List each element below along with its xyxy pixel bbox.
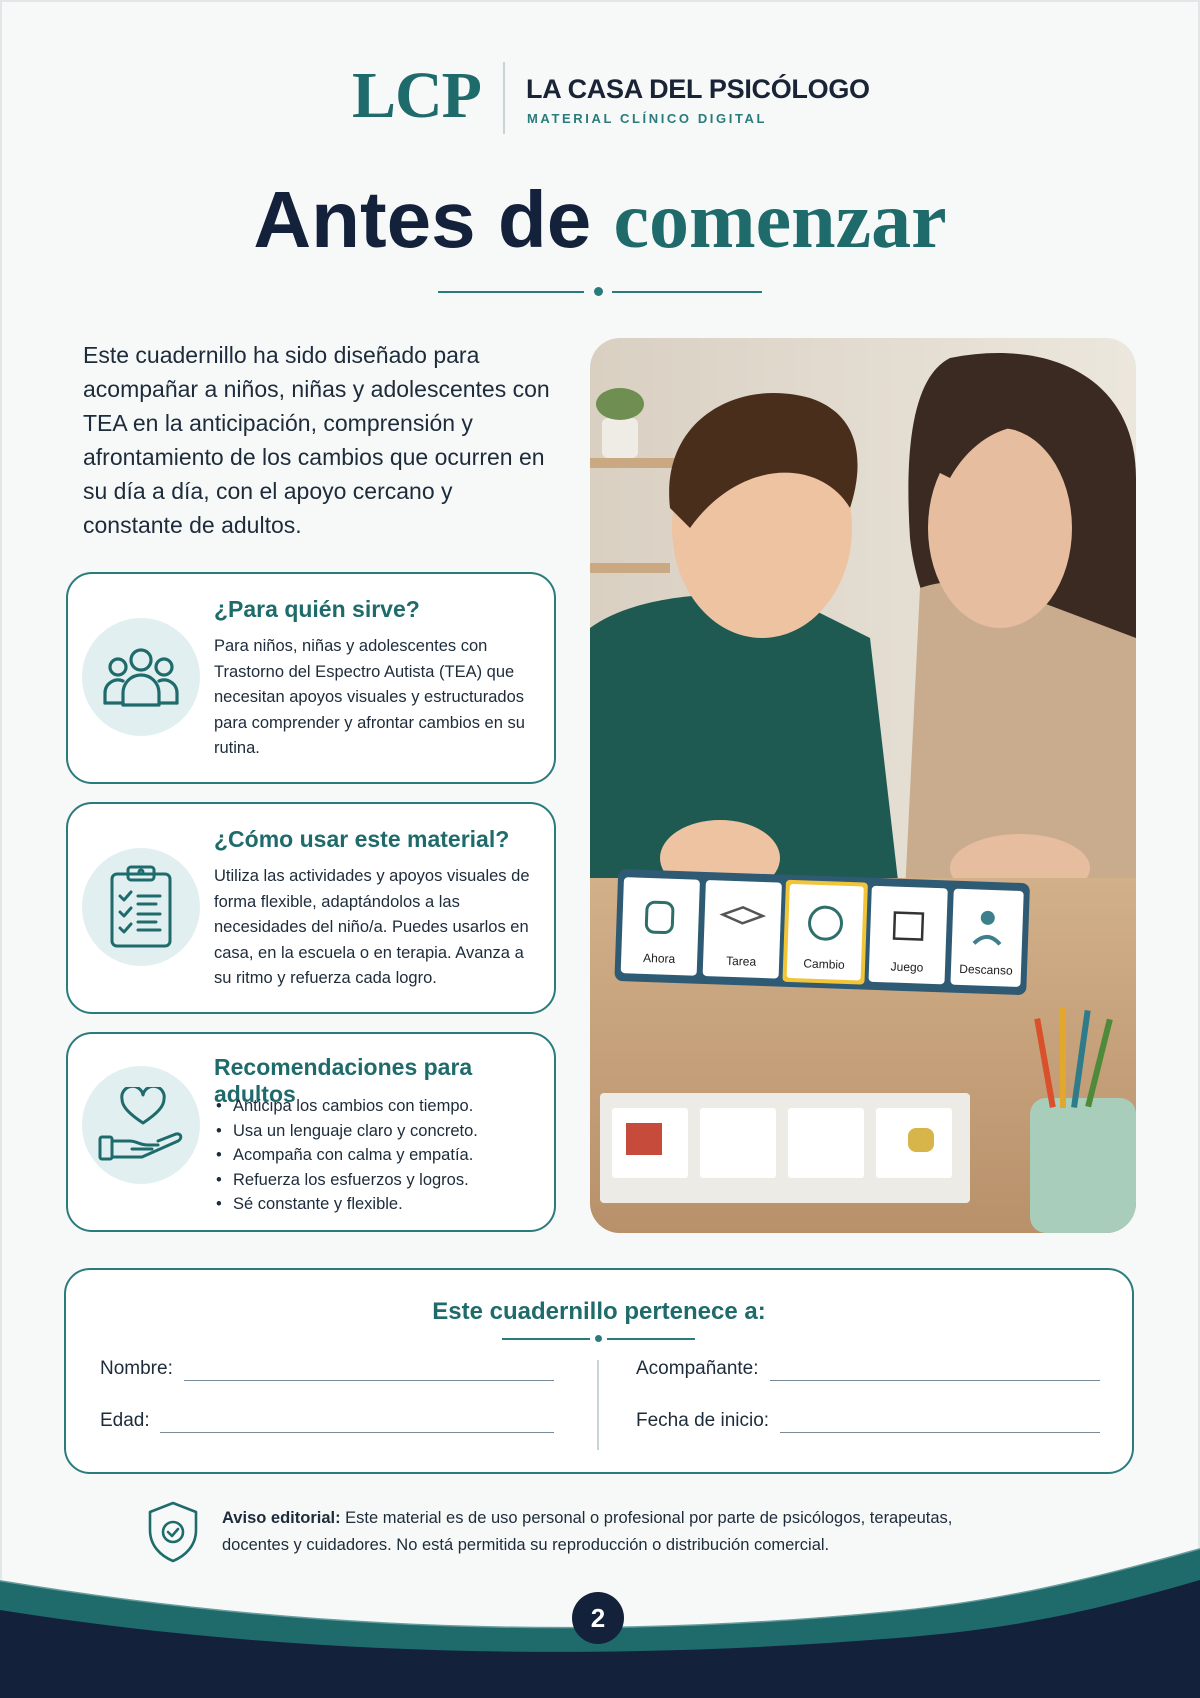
start-date-field[interactable] bbox=[780, 1432, 1100, 1433]
title-part-1: Antes de bbox=[253, 175, 592, 264]
photo-child-and-adult bbox=[590, 338, 1136, 1233]
routine-card-label: Descanso bbox=[959, 961, 1013, 978]
owner-form bbox=[64, 1268, 1134, 1474]
card-recommendations bbox=[66, 1032, 556, 1232]
page-title bbox=[0, 175, 1200, 265]
recommendations-list bbox=[214, 1094, 478, 1217]
routine-card-label: Cambio bbox=[803, 956, 846, 972]
owner-form-title: Este cuadernillo pertenece a: bbox=[432, 1298, 766, 1325]
routine-card-label: Juego bbox=[890, 959, 924, 975]
list-item: • Usa un lenguaje claro y concreto. bbox=[214, 1119, 478, 1144]
start-date-label: Fecha de inicio: bbox=[636, 1410, 770, 1431]
card-for-whom-body: Para niños, niñas y adolescentes con Trastorno del Espectro Autista (TEA) que necesitan apoyos visuales y estructurados para comprender y afrontar cambios en su rutina. bbox=[214, 637, 525, 757]
owner-form-rule-right bbox=[607, 1338, 695, 1340]
owner-form-rule-left bbox=[502, 1338, 590, 1340]
photo-illustration bbox=[590, 338, 1136, 1233]
card-for-whom-title: ¿Para quién sirve? bbox=[214, 596, 420, 622]
list-item: • Sé constante y flexible. bbox=[214, 1192, 478, 1217]
card-how-to-use-title: ¿Cómo usar este material? bbox=[214, 826, 510, 852]
logo-divider bbox=[503, 62, 505, 134]
card-for-whom bbox=[66, 572, 556, 784]
title-rule-left bbox=[438, 291, 584, 293]
card-how-to-use-icon-circle bbox=[82, 848, 200, 966]
page-number: 2 bbox=[572, 1592, 624, 1644]
owner-form-rule-dot bbox=[595, 1335, 602, 1342]
owner-form-divider bbox=[597, 1360, 599, 1450]
brand-tagline: MATERIAL CLÍNICO DIGITAL bbox=[527, 111, 768, 126]
title-rule-dot bbox=[594, 287, 603, 296]
intro-paragraph: Este cuadernillo ha sido diseñado para acompañar a niños, niñas y adolescentes con TEA en la anticipación, comprensión y afrontamiento de los cambios que ocurren en su día a día, con el apoyo cercano y constante de adultos. bbox=[83, 342, 550, 538]
editorial-notice-text: Este material es de uso personal o profesional por parte de psicólogos, terapeutas, docentes y cuidadores. No está permitida su reproducción o distribución comercial. bbox=[222, 1509, 953, 1554]
list-item: • Anticipa los cambios con tiempo. bbox=[214, 1094, 478, 1119]
clipboard-checklist-icon bbox=[108, 864, 174, 950]
editorial-notice-label: Aviso editorial: bbox=[222, 1509, 341, 1527]
card-how-to-use bbox=[66, 802, 556, 1014]
routine-card-label: Ahora bbox=[642, 950, 676, 966]
brand-name: LA CASA DEL PSICÓLOGO bbox=[526, 74, 870, 104]
title-part-2: comenzar bbox=[613, 177, 947, 265]
people-group-icon bbox=[101, 645, 181, 709]
routine-card-label: Tarea bbox=[725, 953, 757, 969]
card-for-whom-icon-circle bbox=[82, 618, 200, 736]
name-label: Nombre: bbox=[100, 1358, 173, 1379]
card-recommendations-title: Recomendaciones para adultos bbox=[214, 1054, 473, 1107]
logo-mark: LCP bbox=[352, 59, 481, 132]
routine-strip bbox=[614, 869, 1030, 995]
companion-field[interactable] bbox=[770, 1380, 1100, 1381]
title-rule-right bbox=[612, 291, 762, 293]
list-item: • Refuerza los esfuerzos y logros. bbox=[214, 1168, 478, 1193]
name-field[interactable] bbox=[184, 1380, 554, 1381]
age-field[interactable] bbox=[160, 1432, 554, 1433]
age-label: Edad: bbox=[100, 1410, 150, 1431]
card-recommendations-icon-circle bbox=[82, 1066, 200, 1184]
heart-hand-icon bbox=[96, 1087, 186, 1163]
companion-label: Acompañante: bbox=[636, 1358, 759, 1379]
card-how-to-use-body: Utiliza las actividades y apoyos visuales de forma flexible, adaptándolos a las necesidades del niño/a. Puedes usarlos en casa, en la escuela o en terapia. Avanza a su ritmo y refuerza cada logro. bbox=[214, 867, 530, 987]
list-item: • Acompaña con calma y empatía. bbox=[214, 1143, 478, 1168]
